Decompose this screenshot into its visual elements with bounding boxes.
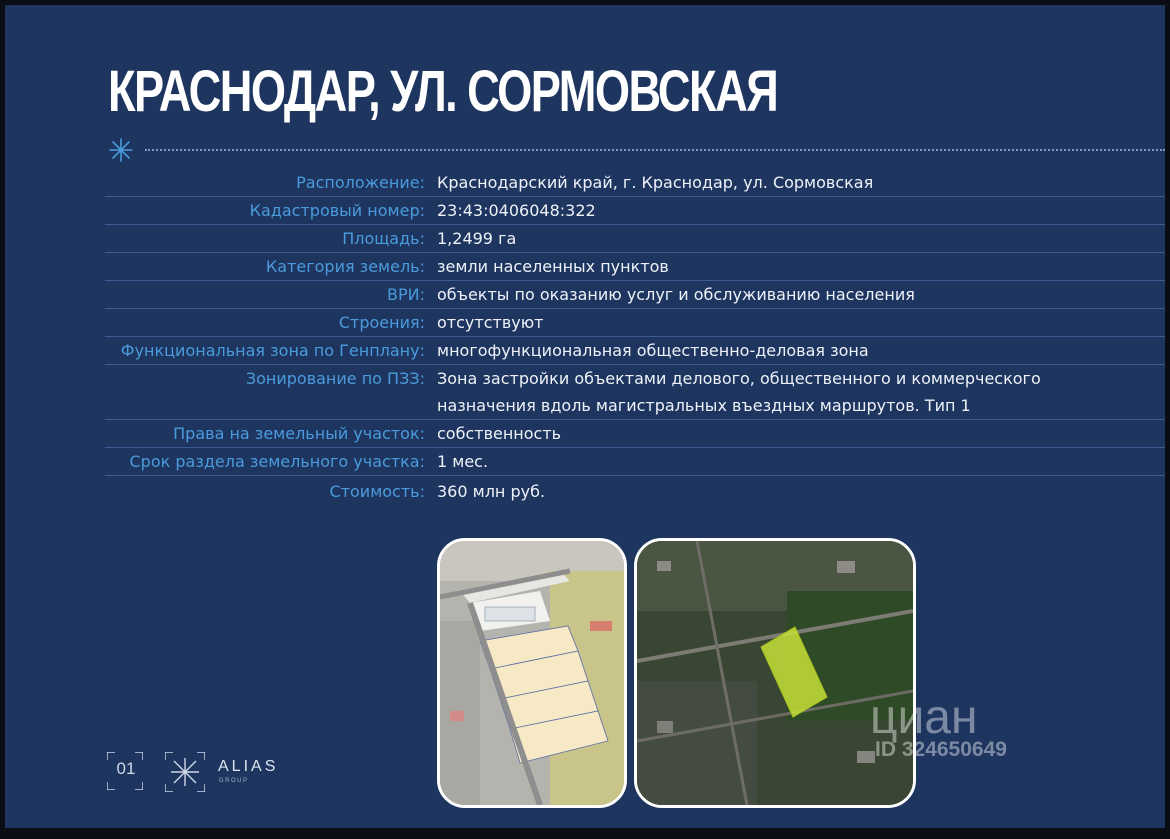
spec-label: ВРИ: [387,285,425,304]
spec-row-rights [105,420,1165,448]
spec-value-line: назначения вдоль магистральных въездных маршрутов. Тип 1 [437,396,971,415]
spec-label: Категория земель: [265,257,425,276]
spec-value: собственность [437,424,562,443]
spec-value: 360 млн руб. [437,482,546,501]
spec-label: Функциональная зона по Генплану: [120,341,425,360]
spec-row-cadastral [105,197,1165,225]
satellite-image [634,538,916,808]
spec-value: Краснодарский край, г. Краснодар, ул. Сормовская [437,173,874,192]
site-plan-drawing [440,541,624,805]
spec-row-vri [105,281,1165,309]
spec-value: земли населенных пунктов [437,257,669,276]
spec-value: объекты по оказанию услуг и обслуживанию населения [437,285,915,304]
alias-logo-icon [165,752,205,792]
spec-row-location [105,169,1165,197]
spec-value: многофункциональная общественно-деловая зона [437,341,869,360]
spec-value [437,365,1165,419]
spec-label: Срок раздела земельного участка: [129,452,425,471]
watermark-id: ID 324650649 [875,738,1007,761]
spec-row-functional-zone [105,337,1165,365]
spec-value: 23:43:0406048:322 [437,201,596,220]
spec-row-price [105,478,1165,505]
spec-label: Площадь: [342,229,425,248]
spec-label: Кадастровый номер: [249,201,425,220]
satellite-drawing [637,541,913,805]
site-plan-image [437,538,627,808]
spec-value-line: Зона застройки объектами делового, общественного и коммерческого [437,369,1041,388]
spec-label: Расположение: [296,173,425,192]
spec-row-area [105,225,1165,253]
presentation-slide [5,5,1165,828]
spec-label: Зонирование по ПЗЗ: [245,369,425,388]
page-title: КРАСНОДАР, УЛ. СОРМОВСКАЯ [108,59,778,124]
brand-name: ALIAS [218,758,279,775]
spec-value: отсутствуют [437,313,544,332]
spec-value: 1 мес. [437,452,489,471]
spec-row-division-term [105,448,1165,476]
spec-value: 1,2499 га [437,229,517,248]
watermark-logo: циан [870,691,978,744]
spec-label: Права на земельный участок: [173,424,425,443]
spec-label: Стоимость: [329,482,425,501]
spec-label: Строения: [338,313,425,332]
spec-row-buildings [105,309,1165,337]
spec-row-zoning [105,365,1165,420]
page-number: 01 [116,759,136,778]
asterisk-icon [108,137,134,163]
divider-dotted [145,149,1165,151]
spec-row-land-category [105,253,1165,281]
brand-subtitle: GROUP [219,778,249,784]
specs-table [105,169,1165,505]
